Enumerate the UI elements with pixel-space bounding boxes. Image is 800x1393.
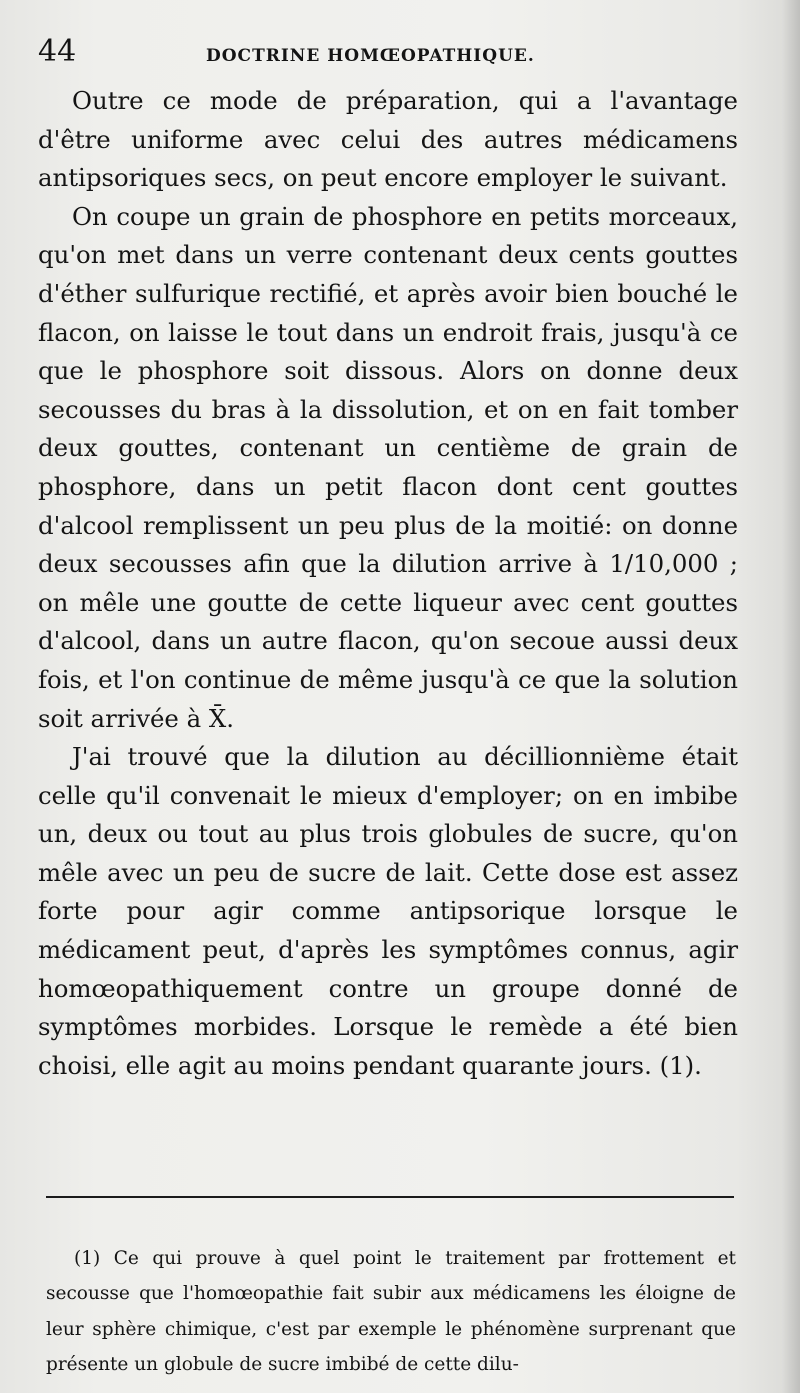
- paragraph-phosphore-method: On coupe un grain de phosphore en petits morceaux, qu'on met dans un verre contenant deux cents gouttes d'éther sulfurique rectifié, et après avoir bien bouché le flacon, on laisse le tout dans un endroit frais, jusqu'à ce que le phosphore soit dissous. Alors on donne deux secousses du bras à la dissolution, et on en fait tomber deux gouttes, contenant un centième de grain de phosphore, dans un petit flacon dont cent gouttes d'alcool remplissent un peu plus de la moitié: on donne deux secousses afin que la dilution arrive à 1/10,000 ; on mêle une goutte de cette liqueur avec cent gouttes d'alcool, dans un autre flacon, qu'on secoue aussi deux fois, et l'on continue de même jusqu'à ce que la solution soit arrivée à X̄.: [38, 201, 738, 733]
- page-number: 44: [38, 34, 77, 69]
- footnote: (1) Ce qui prouve à quel point le traitement par frottement et secousse que l'homœopathie fait subir aux médicamens les éloigne de leur sphère chimique, c'est par exemple le phénomène surprenant que présente un globule de sucre imbibé de cette dilu-: [46, 1247, 736, 1375]
- footnote-rule: [46, 1196, 734, 1198]
- body-text: [38, 82, 738, 1085]
- paragraph-preparation-mode: Outre ce mode de préparation, qui a l'avantage d'être uniforme avec celui des autres médicamens antipsoriques secs, on peut encore employer le suivant.: [38, 86, 738, 193]
- page-edge-shadow: [782, 0, 800, 1393]
- paragraph-dilution-dose: J'ai trouvé que la dilution au décillionnième était celle qu'il convenait le mieux d'employer; on en imbibe un, deux ou tout au plus trois globules de sucre, qu'on mêle avec un peu de sucre de lait. Cette dose est assez forte pour agir comme antipsorique lorsque le médicament peut, d'après les symptômes connus, agir homœopathiquement contre un groupe donné de symptômes morbides. Lorsque le remède a été bien choisi, elle agit au moins pendant quarante jours. (1).: [38, 742, 738, 1080]
- running-title: DOCTRINE HOMŒOPATHIQUE.: [206, 46, 535, 66]
- running-head: [38, 34, 750, 74]
